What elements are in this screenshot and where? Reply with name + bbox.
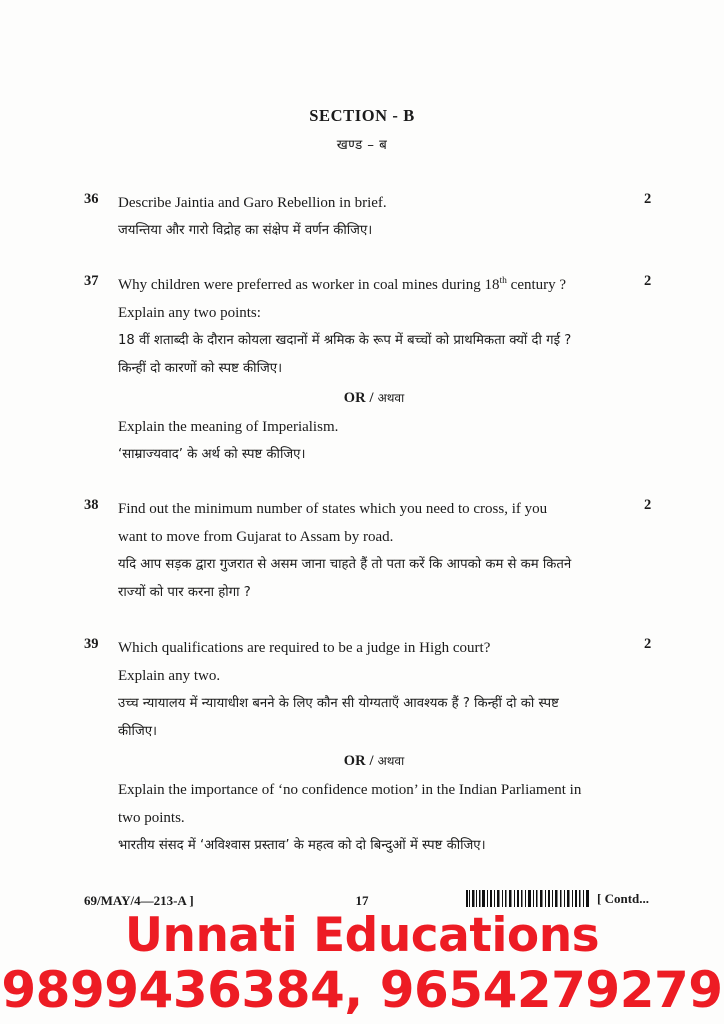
barcode-icon: [466, 890, 590, 907]
alternate-line-english: two points.: [118, 810, 185, 826]
or-divider: [84, 383, 664, 413]
or-separator: /: [369, 390, 374, 406]
question-body: [118, 271, 628, 469]
watermark-brand: Unnati Educations: [124, 908, 600, 963]
question-37: [84, 271, 664, 469]
question-number: 36: [84, 191, 99, 207]
question-number: 39: [84, 636, 99, 652]
or-label-english: OR: [343, 390, 366, 406]
or-label-hindi: अथवा: [377, 754, 405, 768]
watermark-overlay: [0, 908, 724, 1019]
alternate-line-hindi: भारतीय संसद में ‘अविश्वास प्रस्ताव’ के महत्व को दो बिन्दुओं में स्पष्ट कीजिए।: [118, 838, 486, 853]
question-36: [84, 189, 664, 245]
watermark-phone: 9899436384, 9654279279: [1, 961, 723, 1019]
or-separator: /: [369, 753, 374, 769]
alternate-line-english: Explain the importance of ‘no confidence motion’ in the Indian Parliament in: [118, 782, 582, 798]
question-line-hindi: 18 वीं शताब्दी के दौरान कोयला खदानों में श्रमिक के रूप में बच्चों को प्राथमिकता क्यों दी गई ?: [118, 333, 572, 348]
question-38: [84, 495, 664, 607]
question-line-hindi: कीजिए।: [118, 724, 158, 739]
page-number: 17: [355, 893, 369, 908]
question-line-english: want to move from Gujarat to Assam by road.: [118, 529, 394, 545]
alternate-line-hindi: ‘साम्राज्यवाद’ के अर्थ को स्पष्ट कीजिए।: [118, 447, 306, 462]
question-marks: 2: [644, 273, 652, 289]
question-line-english: Which qualifications are required to be a judge in High court?: [118, 640, 491, 656]
question-body: [118, 634, 628, 860]
alternate-line-english: Explain the meaning of Imperialism.: [118, 419, 339, 435]
question-39: [84, 634, 664, 860]
question-body: [118, 189, 628, 245]
footer-right-group: [466, 890, 649, 907]
question-number: 38: [84, 497, 99, 513]
continued-label: [ Contd...: [597, 890, 650, 906]
question-line-hindi: किन्हीं दो कारणों को स्पष्ट कीजिए।: [118, 361, 283, 376]
question-line-english: Why children were preferred as worker in coal mines during 18th century ?: [118, 276, 567, 293]
question-line-english: Explain any two points:: [118, 305, 261, 321]
question-marks: 2: [644, 497, 652, 513]
or-label-hindi: अथवा: [377, 391, 405, 405]
or-divider: [84, 746, 664, 776]
question-line-english: Find out the minimum number of states which you need to cross, if you: [118, 501, 548, 517]
or-label-english: OR: [343, 753, 366, 769]
section-title-hindi: खण्ड – ब: [336, 137, 388, 153]
question-line-hindi: राज्यों को पार करना होगा ?: [118, 585, 251, 600]
century-ordinal-superscript: th: [499, 276, 507, 286]
section-heading: [0, 106, 724, 153]
century-base: 18: [484, 277, 500, 293]
question-line-hindi: जयन्तिया और गारो विद्रोह का संक्षेप में वर्णन कीजिए।: [118, 223, 373, 238]
section-title-english: SECTION - B: [309, 106, 415, 125]
question-line-english: Describe Jaintia and Garo Rebellion in brief.: [118, 195, 387, 211]
question-line-hindi: उच्च न्यायालय में न्यायाधीश बनने के लिए कौन सी योग्यताएँ आवश्यक हैं ? किन्हीं दो को स्पष्ट: [118, 696, 559, 711]
question-body: [118, 495, 628, 607]
question-line-english: Explain any two.: [118, 668, 221, 684]
question-marks: 2: [644, 636, 652, 652]
question-line-hindi: यदि आप सड़क द्वारा गुजरात से असम जाना चाहते हैं तो पता करें कि आपको कम से कम कितने: [118, 557, 572, 572]
question-number: 37: [84, 273, 99, 289]
question-marks: 2: [644, 191, 652, 207]
paper-code: 69/MAY/4—213-A ]: [84, 893, 194, 908]
